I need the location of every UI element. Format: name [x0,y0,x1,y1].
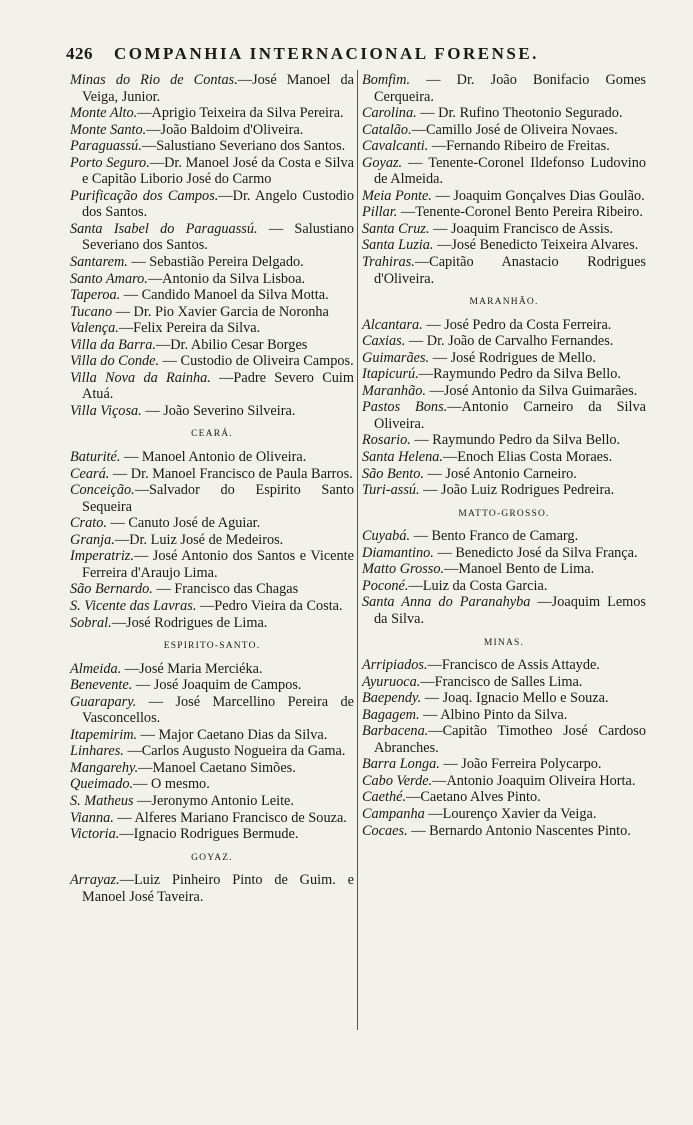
place-name: Guimarães. [362,349,430,366]
correspondent-name: —Jeronymo Antonio Leite. [133,792,294,809]
directory-entry [362,432,646,449]
place-name: Caethé. [362,789,407,806]
directory-entry [362,707,646,724]
directory-entry [362,138,646,155]
place-name: Benevente. [70,677,133,694]
correspondent-name: —João Baldoim d'Oliveira. [146,121,304,138]
correspondent-name: — Manoel Antonio de Oliveira. [120,449,307,466]
column-divider [357,70,358,1030]
directory-entry [70,826,354,843]
place-name: Ayuruoca. [362,673,421,690]
directory-entry [362,674,646,691]
directory-entry [70,122,354,139]
correspondent-name: —Luiz Pinheiro Pinto de Guim. e Manoel José Taveira. [82,872,354,905]
correspondent-name: —Capitão Timotheo José Cardoso Abranches. [374,723,646,756]
place-name: Villa da Barra. [70,336,156,353]
place-name: Santa Helena. [362,449,443,466]
correspondent-name: — Dr. João de Carvalho Fernandes. [405,333,614,350]
place-name: Monte Alto. [70,105,138,122]
directory-entry [70,466,354,483]
correspondent-name: — José Rodrigues de Mello. [429,349,596,366]
directory-entry [70,615,354,632]
place-name: Barbacena. [362,723,429,740]
correspondent-name: —Antonio Joaquim Oliveira Horta. [432,772,636,789]
place-name: Cavalcanti. [362,138,429,155]
directory-entry [70,221,354,254]
directory-entry [70,548,354,581]
place-name: Baependy. [362,690,422,707]
correspondent-name: — José Joaquim de Campos. [132,677,302,694]
correspondent-name: —Pedro Vieira da Costa. [196,597,343,614]
directory-entry [70,776,354,793]
correspondent-name: —Ignacio Rodrigues Bermude. [119,826,299,843]
directory-entry [70,72,354,105]
correspondent-name: —Raymundo Pedro da Silva Bello. [418,366,621,383]
directory-entry [362,317,646,334]
correspondent-name: — Joaquim Gonçalves Dias Goulão. [431,187,645,204]
directory-entry [70,872,354,905]
correspondent-name: —Tenente-Coronel Bento Pereira Ribeiro. [397,204,643,221]
place-name: Minas do Rio de Contas. [70,72,238,88]
place-name: Santa Isabel do Paraguassú. [70,220,258,237]
directory-entry [362,773,646,790]
place-name: Purificação dos Campos. [70,187,219,204]
directory-entry [70,155,354,188]
place-name: Ceará. [70,465,110,482]
directory-entry [362,105,646,122]
directory-entry [362,449,646,466]
correspondent-name: —Capitão Anastacio Rodrigues d'Oliveira. [374,254,646,287]
place-name: Santarem. [70,254,128,271]
correspondent-name: — Sebastião Pereira Delgado. [127,254,304,271]
correspondent-name: — Candido Manoel da Silva Motta. [120,287,329,304]
directory-entry [70,482,354,515]
directory-entry [70,598,354,615]
place-name: Villa Nova da Rainha. [70,369,211,386]
correspondent-name: — Dr. Rufino Theotonio Segurado. [416,105,623,122]
place-name: Turi-assú. [362,482,420,499]
directory-entry [362,545,646,562]
place-name: Villa do Conde. [70,353,160,370]
place-name: Imperatriz. [70,548,134,565]
correspondent-name: — Raymundo Pedro da Silva Bello. [410,432,621,449]
correspondent-name: —José Antonio da Silva Guimarães. [425,382,638,399]
page-header [66,44,681,64]
section-heading: CEARÁ. [191,429,233,440]
correspondent-name: — José Marcellino Pereira de Vasconcellos. [82,693,354,727]
directory-entry [362,657,646,674]
place-name: Itapemirim. [70,726,138,743]
directory-entry [362,399,646,432]
directory-entry [362,188,646,205]
place-name: Itapicurú. [362,366,419,383]
correspondent-name: —Dr. Abilio Cesar Borges [155,336,308,353]
correspondent-name: —Manoel Bento de Lima. [444,561,595,578]
directory-entry [362,350,646,367]
correspondent-name: —Padre Severo Cuim Atuá. [82,369,354,403]
directory-entry [70,810,354,827]
correspondent-name: —Francisco de Assis Attayde. [427,657,600,674]
correspondent-name: —Luiz da Costa Garcia. [408,577,548,594]
place-name: Villa Viçosa. [70,402,142,419]
directory-entry [362,806,646,823]
directory-entry [362,366,646,383]
directory-entry [70,581,354,598]
directory-entry [70,403,354,420]
correspondent-name: —Felix Pereira da Silva. [118,320,261,337]
directory-entry [362,383,646,400]
place-name: Mangarehy. [70,759,139,776]
place-name: Santa Cruz. [362,220,430,237]
place-name: Valença. [70,320,119,337]
place-name: Meia Ponte. [362,187,432,204]
directory-entry [362,561,646,578]
place-name: São Bernardo. [70,581,153,598]
place-name: Victoria. [70,826,120,843]
place-name: Pastos Bons. [362,399,448,416]
correspondent-name: —Dr. Luiz José de Medeiros. [114,531,284,548]
correspondent-name: — Joaq. Ignacio Mello e Souza. [421,690,609,707]
correspondent-name: — José Antonio dos Santos e Vicente Ferreira d'Araujo Lima. [82,548,354,581]
left-column [70,72,354,905]
right-column [362,72,646,839]
correspondent-name: — Major Caetano Dias da Silva. [137,726,328,743]
directory-entry [70,743,354,760]
correspondent-name: —Joaquim Lemos da Silva. [374,594,646,627]
directory-entry [362,237,646,254]
place-name: Arripiados. [362,657,428,674]
correspondent-name: —Lourenço Xavier da Veiga. [424,805,597,822]
correspondent-name: —Dr. Angelo Custodio dos Santos. [82,187,354,221]
directory-entry [70,287,354,304]
correspondent-name: —Francisco de Salles Lima. [420,673,583,690]
section-heading: MINAS. [483,637,525,648]
correspondent-name: — Albino Pinto da Silva. [419,706,568,723]
place-name: Santo Amaro. [70,270,148,287]
correspondent-name: —Salustiano Severiano dos Santos. [141,138,346,155]
directory-entry [70,677,354,694]
directory-entry [362,756,646,773]
section-heading: ESPIRITO-SANTO. [163,641,261,652]
place-name: Porto Seguro. [70,154,150,171]
directory-entry [70,793,354,810]
directory-entry [70,105,354,122]
correspondent-name: —Camillo José de Oliveira Novaes. [411,121,618,138]
correspondent-name: — Bento Franco de Camarg. [410,528,579,545]
correspondent-name: — João Severino Silveira. [141,402,296,419]
directory-entry [362,221,646,238]
directory-entry [70,304,354,321]
place-name: Cabo Verde. [362,772,433,789]
place-name: Arrayaz. [70,872,120,889]
directory-entry [70,515,354,532]
correspondent-name: — Dr. João Bonifacio Gomes Cerqueira. [374,72,646,105]
correspondent-name: — Dr. Manoel Francisco de Paula Barros. [109,465,353,482]
directory-entry [70,449,354,466]
correspondent-name: — Joaquim Francisco de Assis. [429,220,613,237]
correspondent-name: — O mesmo. [133,776,210,793]
correspondent-name: —José Manoel da Veiga, Junior. [82,72,354,105]
place-name: Taperoa. [70,287,121,304]
place-name: Campanha [362,805,425,822]
place-name: Guarapary. [70,693,137,710]
place-name: S. Vicente das Lavras. [70,597,197,614]
place-name: Caxias. [362,333,406,350]
correspondent-name: —Caetano Alves Pinto. [406,789,541,806]
place-name: Matto Grosso. [362,561,445,578]
correspondent-name: — Bernardo Antonio Nascentes Pinto. [407,822,631,839]
place-name: Poconé. [362,577,409,594]
place-name: Monte Santo. [70,121,147,138]
correspondent-name: — Alferes Mariano Francisco de Souza. [113,809,347,826]
correspondent-name: — João Luiz Rodrigues Pedreira. [419,482,615,499]
directory-entry [362,789,646,806]
directory-entry [70,727,354,744]
directory-entry [70,337,354,354]
place-name: Rosario. [362,432,411,449]
correspondent-name: — José Pedro da Costa Ferreira. [422,316,612,333]
place-name: Trahiras. [362,254,415,271]
directory-entry [362,254,646,287]
directory-entry [362,482,646,499]
directory-entry [70,271,354,288]
place-name: Goyaz. [362,154,403,171]
directory-entry [362,823,646,840]
correspondent-name: —Antonio Carneiro da Silva Oliveira. [374,399,646,432]
place-name: Crato. [70,515,107,532]
correspondent-name: — Tenente-Coronel Ildefonso Ludovino de Almeida. [374,154,646,188]
directory-entry [362,204,646,221]
correspondent-name: —José Rodrigues de Lima. [111,614,268,631]
correspondent-name: — Francisco das Chagas [152,581,299,598]
correspondent-name: — Benedicto José da Silva França. [433,544,638,561]
place-name: Bagagem. [362,706,420,723]
correspondent-name: —Manoel Caetano Simões. [138,759,296,776]
place-name: Baturité. [70,449,121,466]
directory-entry [362,690,646,707]
place-name: Barra Longa. [362,756,440,773]
correspondent-name: —José Benedicto Teixeira Alvares. [433,237,639,254]
place-name: Paraguassú. [70,138,142,155]
directory-entry [70,370,354,403]
directory-entry [70,694,354,727]
correspondent-name: —Carlos Augusto Nogueira da Gama. [123,743,346,760]
directory-entry [70,254,354,271]
correspondent-name: —Antonio da Silva Lisboa. [147,270,306,287]
section-heading: MARANHÃO. [469,297,539,308]
place-name: Catalão. [362,121,412,138]
directory-entry [362,466,646,483]
place-name: Maranhão. [362,382,426,399]
correspondent-name: — Canuto José de Aguiar. [106,515,261,532]
directory-entry [362,578,646,595]
place-name: Almeida. [70,660,122,677]
place-name: Santa Anna do Paranahyba [362,594,531,611]
correspondent-name: — José Antonio Carneiro. [423,465,577,482]
place-name: Cocaes. [362,822,408,839]
correspondent-name: —Aprigio Teixeira da Silva Pereira. [137,105,344,122]
correspondent-name: —Dr. Manoel José da Costa e Silva e Capitão Liborio José do Carmo [82,154,355,188]
correspondent-name: — Salustiano Severiano dos Santos. [82,220,355,254]
correspondent-name: —José Maria Merciéka. [121,660,263,677]
directory-entry [70,760,354,777]
place-name: Sobral. [70,614,112,631]
place-name: Cuyabá. [362,528,411,545]
correspondent-name: — Custodio de Oliveira Campos. [159,353,354,370]
directory-entry [70,320,354,337]
section-heading: MATTO-GROSSO. [458,508,550,519]
place-name: Tucano [70,303,113,320]
correspondent-name: —Salvador do Espirito Santo Sequeira [82,482,354,515]
correspondent-name: —Enoch Elias Costa Moraes. [443,449,613,466]
directory-entry [362,594,646,627]
place-name: Granja. [70,531,115,548]
directory-entry [362,528,646,545]
page-number: 426 [66,44,93,63]
directory-entry [362,122,646,139]
place-name: Pillar. [362,204,398,221]
directory-entry [362,333,646,350]
place-name: Vianna. [70,809,114,826]
place-name: São Bento. [362,465,424,482]
directory-entry [70,532,354,549]
place-name: Carolina. [362,105,417,122]
directory-entry [362,72,646,105]
place-name: Diamantino. [362,544,434,561]
place-name: Santa Luzia. [362,237,434,254]
correspondent-name: —Fernando Ribeiro de Freitas. [428,138,610,155]
running-title: COMPANHIA INTERNACIONAL FORENSE. [114,44,539,63]
correspondent-name: — João Ferreira Polycarpo. [439,756,602,773]
directory-entry [70,661,354,678]
place-name: Linhares. [70,743,124,760]
directory-entry [362,155,646,188]
section-heading: GOYAZ. [191,852,233,863]
place-name: S. Matheus [70,792,134,809]
directory-entry [70,138,354,155]
correspondent-name: — Dr. Pio Xavier Garcia de Noronha [112,303,329,320]
directory-entry [70,188,354,221]
directory-entry [70,353,354,370]
place-name: Conceição. [70,482,135,499]
place-name: Queimado. [70,776,134,793]
directory-entry [362,723,646,756]
place-name: Bomfim. [362,72,411,88]
place-name: Alcantara. [362,316,423,333]
